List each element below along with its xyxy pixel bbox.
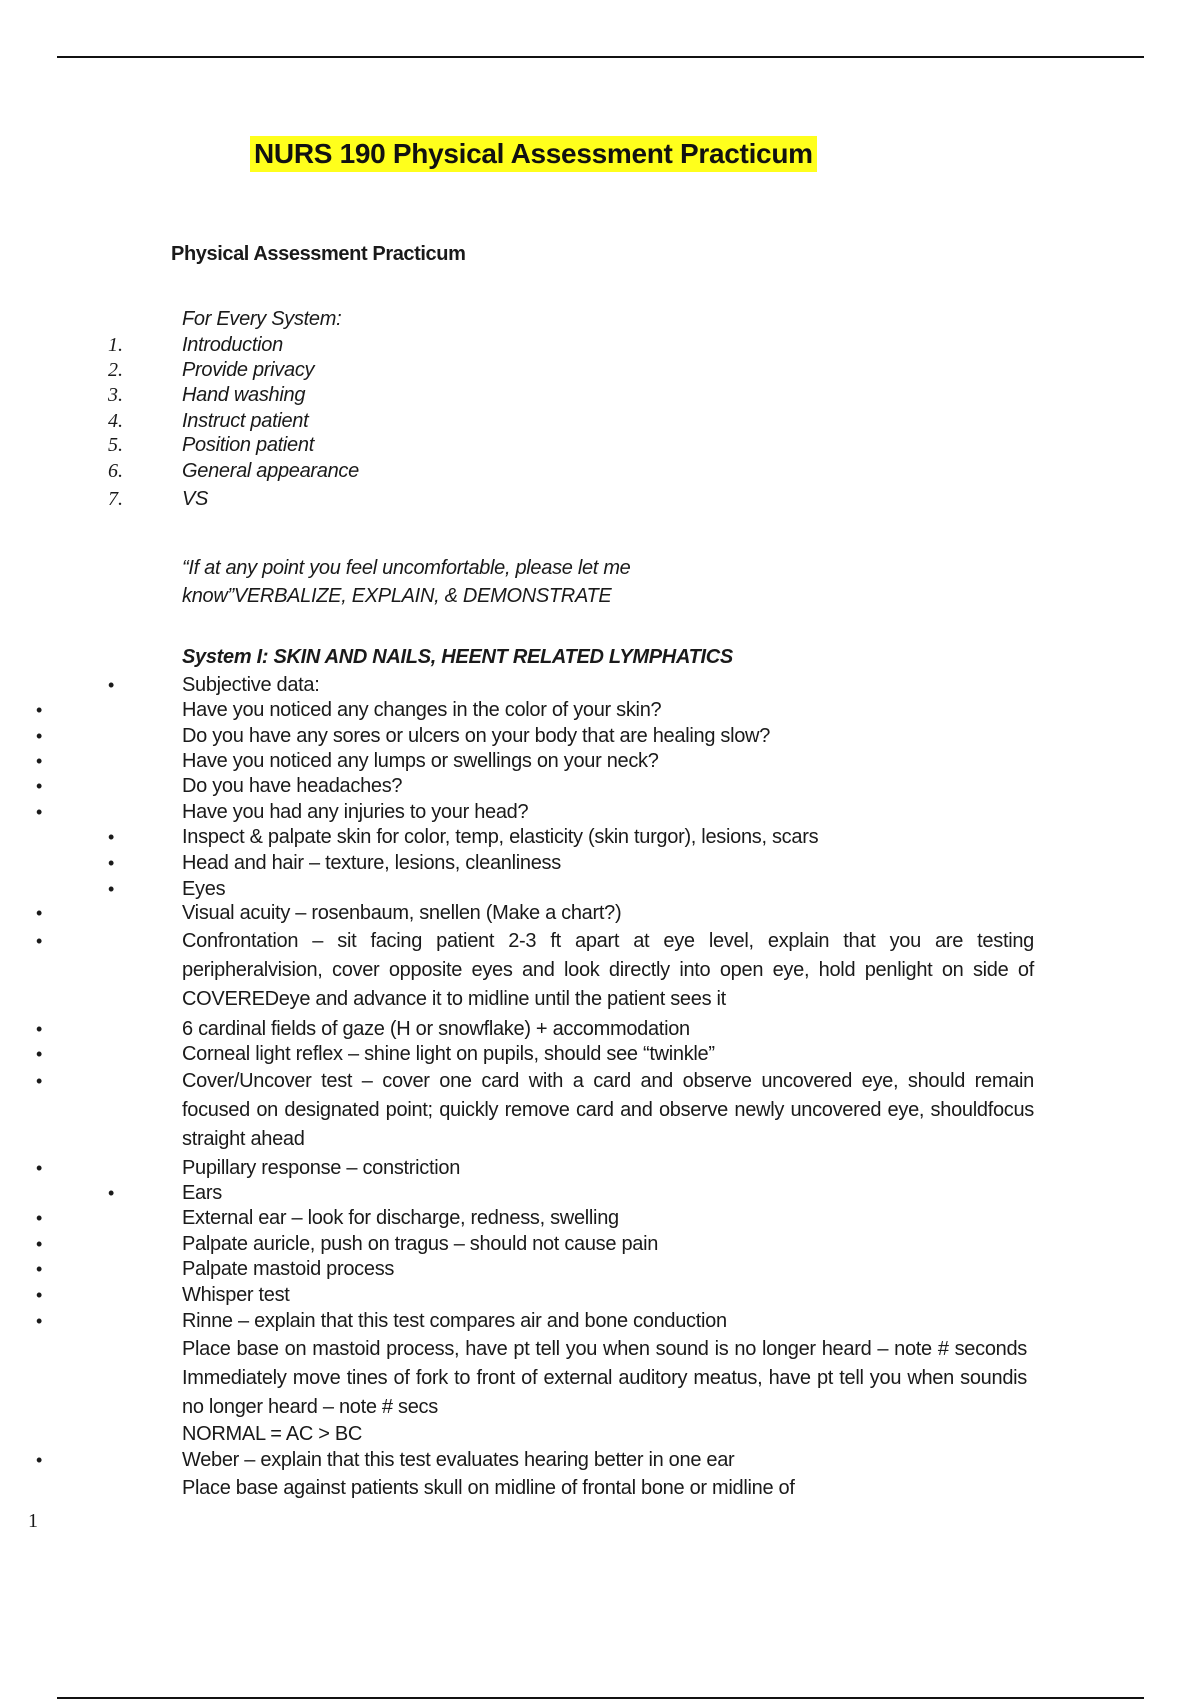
step-text: Introduction: [182, 334, 283, 356]
bullet: •: [108, 879, 115, 899]
bullet: •: [36, 1234, 43, 1254]
question-item: Have you had any injuries to your head?: [182, 801, 529, 823]
every-system-heading: For Every System:: [182, 308, 342, 330]
step-text: Provide privacy: [182, 359, 315, 381]
section-subtitle: Physical Assessment Practicum: [171, 243, 466, 265]
step-text: Instruct patient: [182, 410, 309, 432]
bullet: •: [36, 802, 43, 822]
question-item: Have you noticed any lumps or swellings on your neck?: [182, 750, 659, 772]
head-item: Head and hair – texture, lesions, cleanliness: [182, 852, 561, 874]
step-number: 4.: [108, 410, 123, 432]
bullet: •: [36, 776, 43, 796]
page-number: 1: [28, 1510, 38, 1532]
subjective-data: Subjective data:: [182, 674, 320, 696]
corneal-reflex-item: Corneal light reflex – shine light on pupils, should see “twinkle”: [182, 1043, 715, 1065]
bullet: •: [36, 1044, 43, 1064]
auricle-item: Palpate auricle, push on tragus – should not cause pain: [182, 1233, 659, 1255]
step-number: 5.: [108, 434, 123, 456]
step-number: 6.: [108, 460, 123, 482]
bullet: •: [108, 827, 115, 847]
top-rule: [57, 56, 1144, 58]
step-text: VS: [182, 488, 209, 510]
question-item: Do you have headaches?: [182, 775, 403, 797]
bullet: •: [36, 903, 43, 923]
visual-acuity-item: Visual acuity – rosenbaum, snellen (Make a chart?): [182, 902, 622, 924]
bullet: •: [36, 1450, 43, 1470]
bullet: •: [108, 1183, 115, 1203]
bottom-rule: [57, 1697, 1144, 1699]
weber-detail: Place base against patients skull on midline of frontal bone or midline of: [182, 1477, 795, 1499]
bullet: •: [36, 1285, 43, 1305]
quote-line-2: know”VERBALIZE, EXPLAIN, & DEMONSTRATE: [182, 585, 612, 607]
weber-item: Weber – explain that this test evaluates hearing better in one ear: [182, 1449, 735, 1471]
title-block: [250, 136, 817, 172]
ears-item: Ears: [182, 1182, 222, 1204]
bullet: •: [36, 700, 43, 720]
bullet: •: [36, 751, 43, 771]
step-number: 7.: [108, 488, 123, 510]
bullet: •: [36, 1019, 43, 1039]
bullet: •: [36, 1259, 43, 1279]
cover-uncover-item: Cover/Uncover test – cover one card with a card and observe uncovered eye, should remain focused on designated point; quickly remove card and observe newly uncovered eye, shouldfocus straight ahead: [182, 1070, 1034, 1150]
whisper-item: Whisper test: [182, 1284, 290, 1306]
cardinal-fields-item: 6 cardinal fields of gaze (H or snowflake) + accommodation: [182, 1018, 690, 1040]
step-text: General appearance: [182, 460, 359, 482]
quote-line-1: “If at any point you feel uncomfortable, please let me: [182, 557, 631, 579]
rinne-detail: Place base on mastoid process, have pt tell you when sound is no longer heard – note # seconds Immediately move tines of fork to front of external auditory meatus, have pt tell you when soundis no longer heard – note # secs: [182, 1338, 1027, 1418]
system-heading: System I: SKIN AND NAILS, HEENT RELATED LYMPHATICS: [182, 646, 733, 668]
bullet: •: [108, 853, 115, 873]
normal-result: NORMAL = AC > BC: [182, 1423, 363, 1445]
bullet: •: [36, 1311, 43, 1331]
step-text: Position patient: [182, 434, 314, 456]
rinne-item: Rinne – explain that this test compares air and bone conduction: [182, 1310, 727, 1332]
bullet: •: [108, 675, 115, 695]
question-item: Do you have any sores or ulcers on your body that are healing slow?: [182, 725, 771, 747]
document-title: NURS 190 Physical Assessment Practicum: [250, 136, 817, 172]
step-text: Hand washing: [182, 384, 306, 406]
step-number: 2.: [108, 359, 123, 381]
step-number: 1.: [108, 334, 123, 356]
bullet: •: [36, 726, 43, 746]
step-number: 3.: [108, 384, 123, 406]
question-item: Have you noticed any changes in the color of your skin?: [182, 699, 662, 721]
bullet: •: [36, 1158, 43, 1178]
bullet: •: [36, 931, 43, 951]
confrontation-item: Confrontation – sit facing patient 2-3 ft apart at eye level, explain that you are testing peripheralvision, cover opposite eyes and look directly into open eye, hold penlight on side of COVEREDeye and advance it to midline until the patient sees it: [182, 930, 1034, 1010]
bullet: •: [36, 1071, 43, 1091]
eyes-item: Eyes: [182, 878, 226, 900]
mastoid-item: Palpate mastoid process: [182, 1258, 395, 1280]
external-ear-item: External ear – look for discharge, redness, swelling: [182, 1207, 619, 1229]
pupillary-item: Pupillary response – constriction: [182, 1157, 461, 1179]
skin-item: Inspect & palpate skin for color, temp, elasticity (skin turgor), lesions, scars: [182, 826, 819, 848]
bullet: •: [36, 1208, 43, 1228]
